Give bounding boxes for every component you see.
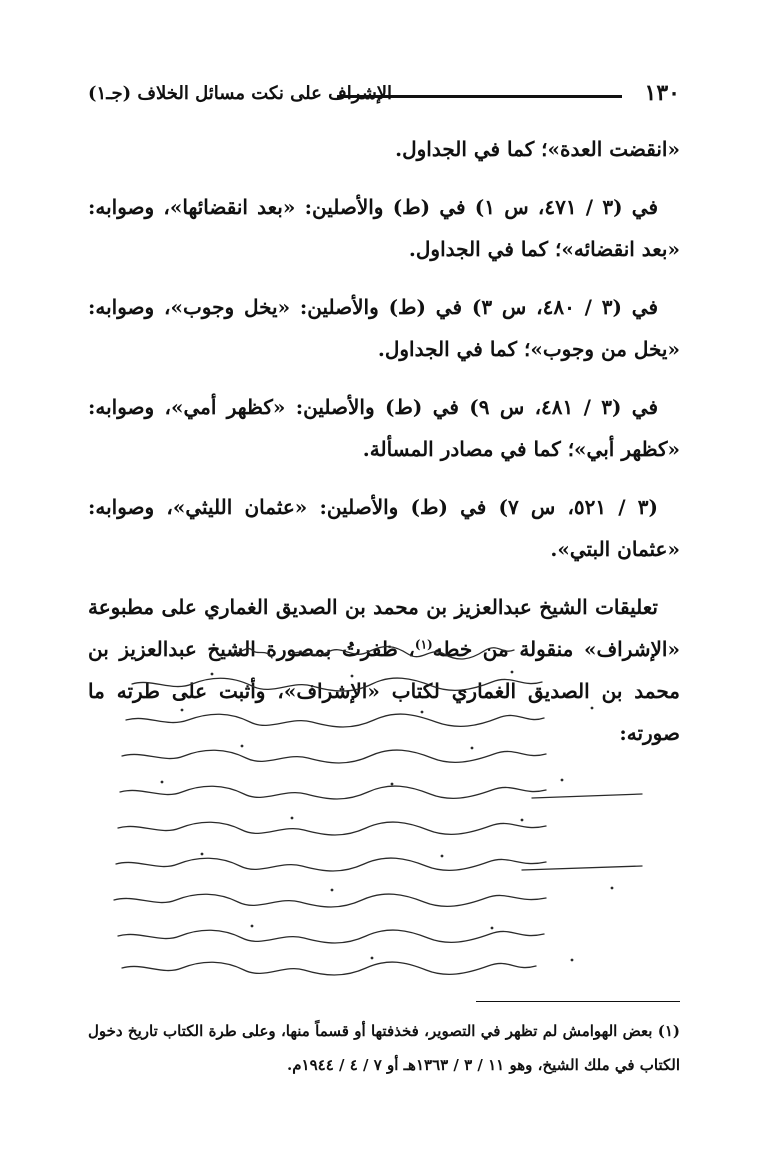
- running-header: [88, 80, 680, 110]
- footnote-body: بعض الهوامش لم تظهر في التصوير، فخذفتها أو قسماً منها، وعلى طرة الكتاب تاريخ دخول الكتاب في ملك الشيخ، وهو ١١ / ٣ / ١٣٦٣هـ أو ٧ / ٤ / ١٩٤٤م.: [88, 1022, 680, 1074]
- footnote-separator: [476, 1001, 680, 1002]
- page-number: ١٣٠: [644, 80, 680, 106]
- footnote: [88, 1014, 680, 1082]
- notes-text-end: ، ظفرتُ بمصورة الشيخ عبدالعزيز بن محمد بن الصديق الغماري لكتاب «الإشراف»، وأثبت على طرته ما صورته:: [88, 637, 680, 745]
- paragraph-2: في (٣ / ٤٧١، س ١) في (ط) والأصلين: «بعد انقضائها»، وصوابه: «بعد انقضائه»؛ كما في الجداول.: [88, 195, 680, 261]
- running-title: الإشراف على نكت مسائل الخلاف (جـ١): [88, 83, 393, 104]
- paragraph-1: «انقضت العدة»؛ كما في الجداول.: [395, 137, 680, 161]
- paragraph-3: في (٣ / ٤٨٠، س ٣) في (ط) والأصلين: «يخل وجوب»، وصوابه: «يخل من وجوب»؛ كما في الجداول.: [88, 295, 680, 361]
- footnote-reference: (١): [414, 637, 433, 652]
- handwriting-scan-drawing: [92, 632, 684, 982]
- footnote-number: (١): [657, 1022, 680, 1040]
- paragraph-5: (٣ / ٥٢١، س ٧) في (ط) والأصلين: «عثمان الليثي»، وصوابه: «عثمان البتي».: [88, 495, 680, 561]
- handwritten-manuscript-image: [92, 632, 684, 982]
- notes-text-start: تعليقات الشيخ عبدالعزيز بن محمد بن الصديق الغماري على مطبوعة «الإشراف» منقولة من خطه: [88, 595, 680, 661]
- footnote-text: [88, 1014, 680, 1082]
- paragraph-4: في (٣ / ٤٨١، س ٩) في (ط) والأصلين: «كظهر أمي»، وصوابه: «كظهر أبي»؛ كما في مصادر المسألة.: [88, 395, 680, 461]
